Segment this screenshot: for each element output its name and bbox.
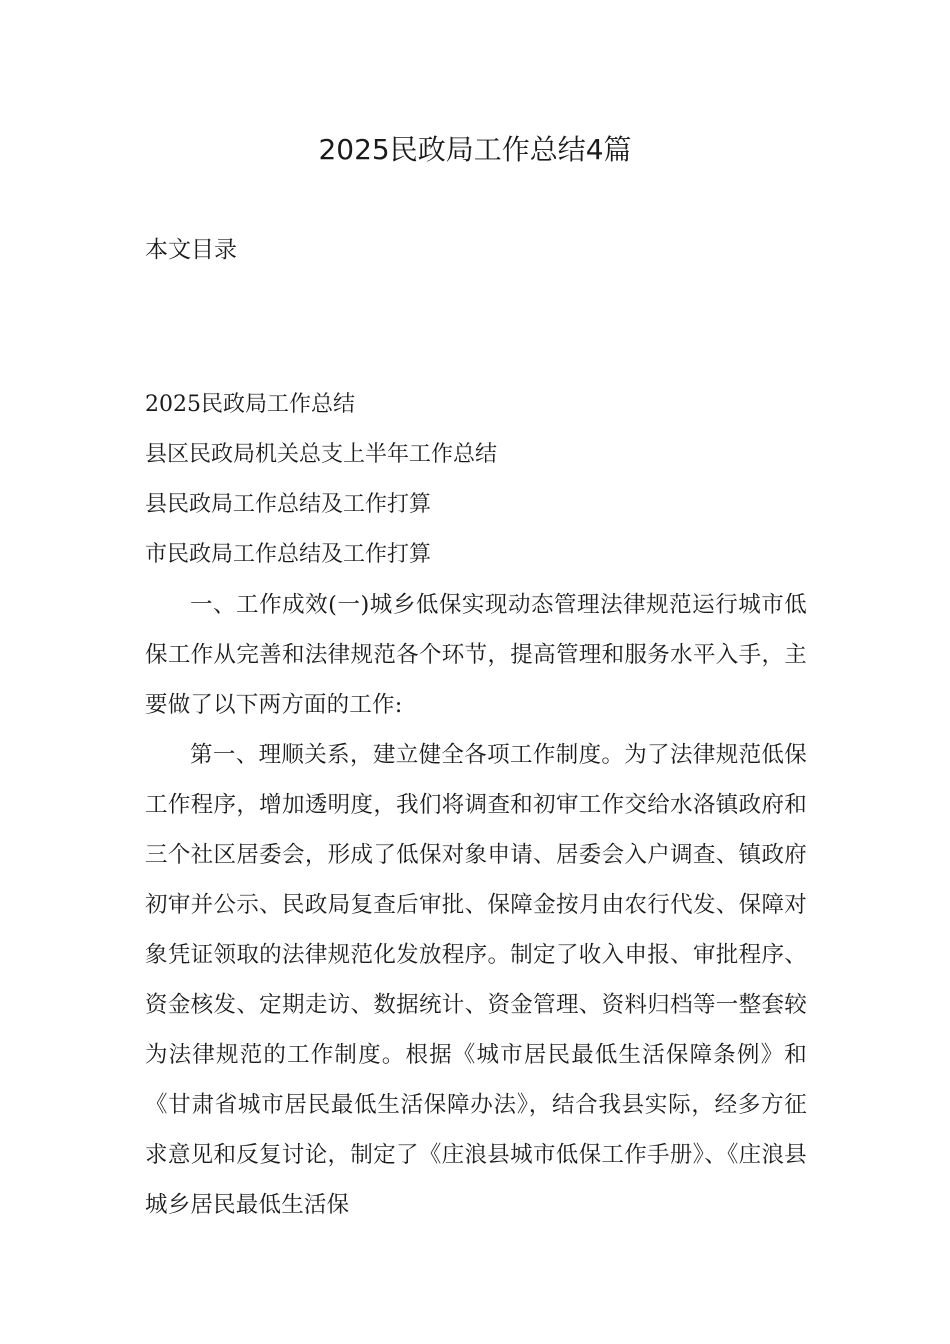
table-of-contents	[145, 380, 805, 580]
body-paragraph: 第一、理顺关系，建立健全各项工作制度。为了法律规范低保工作程序，增加透明度，我们将调查和初审工作交给水洛镇政府和三个社区居委会，形成了低保对象申请、居委会入户调查、镇政府初审并公示、民政局复查后审批、保障金按月由农行代发、保障对象凭证领取的法律规范化发放程序。制定了收入申报、审批程序、资金核发、定期走访、数据统计、资金管理、资料归档等一整套较为法律规范的工作制度。根据《城市居民最低生活保障条例》和《甘肃省城市居民最低生活保障办法》，结合我县实际，经多方征求意见和反复讨论，制定了《庄浪县城市低保工作手册》、《庄浪县城乡居民最低生活保	[145, 742, 807, 1218]
body-paragraph: 一、工作成效(一)城乡低保实现动态管理法律规范运行城市低保工作从完善和法律规范各个环节，提高管理和服务水平入手，主要做了以下两方面的工作:	[145, 592, 807, 718]
toc-item[interactable]: 2025民政局工作总结	[145, 392, 355, 417]
toc-item[interactable]: 市民政局工作总结及工作打算	[145, 542, 432, 567]
document-title: 2025民政局工作总结4篇	[318, 133, 632, 166]
toc-item[interactable]: 县区民政局机关总支上半年工作总结	[145, 442, 498, 467]
body-text	[145, 580, 807, 1230]
toc-heading: 本文目录	[145, 237, 237, 263]
toc-item[interactable]: 县民政局工作总结及工作打算	[145, 492, 432, 517]
